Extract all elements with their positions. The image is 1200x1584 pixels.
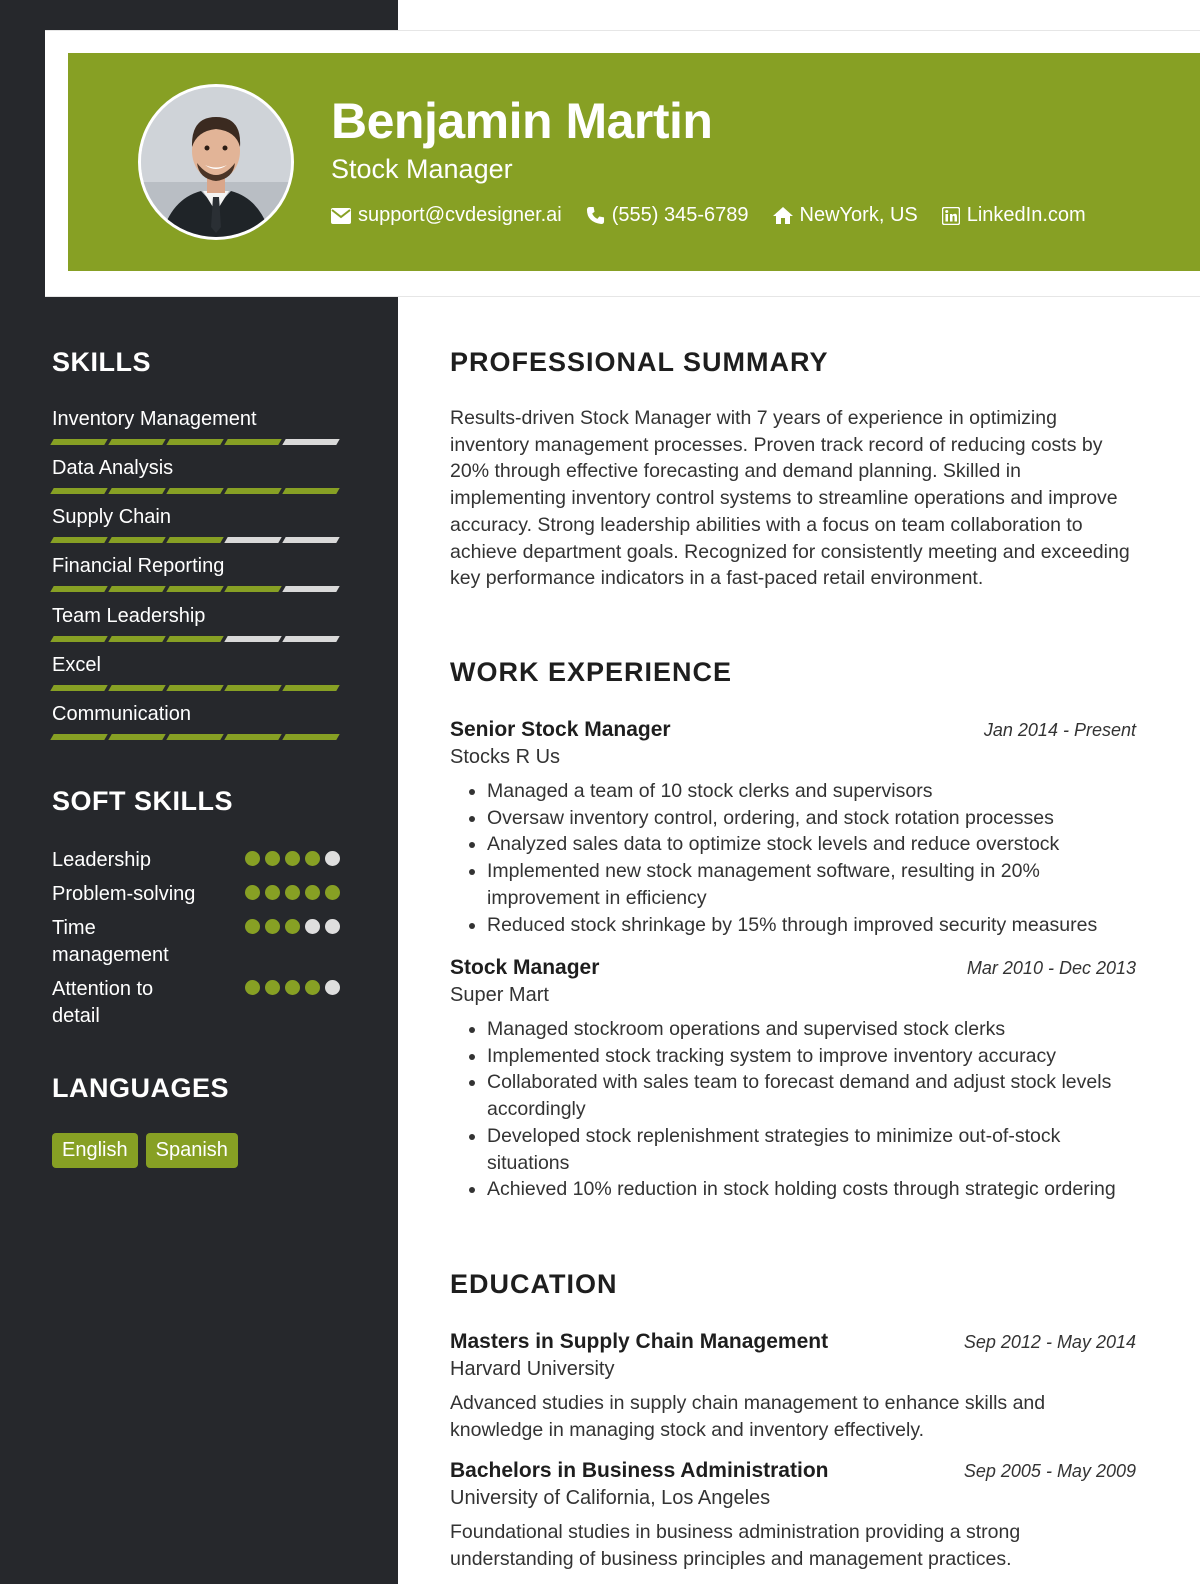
rating-dot-filled xyxy=(265,919,280,934)
education-header xyxy=(450,1459,1136,1485)
skill-item xyxy=(52,407,347,445)
language-badge: Spanish xyxy=(146,1133,238,1168)
soft-skill-item xyxy=(52,915,347,969)
education-dates: Sep 2012 - May 2014 xyxy=(963,1332,1136,1352)
skill-segment-filled xyxy=(224,685,281,691)
linkedin-icon xyxy=(942,207,960,225)
skill-segment-filled xyxy=(166,439,223,445)
job-dates: Mar 2010 - Dec 2013 xyxy=(966,958,1136,978)
skill-segment-empty xyxy=(224,636,281,642)
skill-level-bar xyxy=(52,439,347,445)
contact-linkedin-text: LinkedIn.com xyxy=(966,204,1086,226)
home-icon xyxy=(773,207,793,224)
skill-segment-filled xyxy=(224,586,281,592)
skill-label: Supply Chain xyxy=(52,506,171,528)
job-title: Stock Manager xyxy=(450,956,600,979)
rating-dot-filled xyxy=(245,919,260,934)
rating-dot-empty xyxy=(325,851,340,866)
skill-segment-filled xyxy=(108,488,165,494)
education-dates: Sep 2005 - May 2009 xyxy=(963,1461,1136,1481)
school-name: Harvard University xyxy=(450,1358,615,1380)
job-bullets xyxy=(450,1016,1136,1203)
degree-title: Masters in Supply Chain Management xyxy=(450,1330,829,1353)
experience-heading: WORK EXPERIENCE xyxy=(450,657,733,687)
skill-segment-filled xyxy=(50,537,107,543)
summary-text: Results-driven Stock Manager with 7 years of experience in optimizing inventory management processes. Proven track record of reducing costs by 20% through effective forecasting and demand planning. Skilled in implementing inventory control systems to streamline operations and improve accuracy. Strong leadership abilities with a focus on team collaboration to achieve department goals. Recognized for consistently meeting and exceeding key performance indicators in a fast-paced retail environment. xyxy=(450,407,1130,590)
job-bullet: • Reduced stock shrinkage by 15% through improved security measures xyxy=(487,912,1136,939)
soft-skill-dots xyxy=(245,851,345,866)
education-entry xyxy=(450,1330,1136,1443)
rating-dot-filled xyxy=(285,851,300,866)
skill-item xyxy=(52,505,347,543)
skill-segment-filled xyxy=(50,685,107,691)
skill-segment-filled xyxy=(224,439,281,445)
education-heading: EDUCATION xyxy=(450,1269,618,1299)
skills-heading: SKILLS xyxy=(52,347,152,377)
soft-skill-dots xyxy=(245,919,345,934)
language-badge: English xyxy=(52,1133,138,1168)
contact-linkedin[interactable] xyxy=(942,204,1086,227)
rating-dot-filled xyxy=(265,980,280,995)
skill-label: Team Leadership xyxy=(52,605,206,627)
rating-dot-filled xyxy=(305,885,320,900)
skill-level-bar xyxy=(52,636,347,642)
skill-segment-filled xyxy=(108,734,165,740)
skill-segment-filled xyxy=(224,488,281,494)
job-bullet: • Developed stock replenishment strategies to minimize out-of-stock situations xyxy=(487,1123,1136,1176)
skill-segment-filled xyxy=(166,685,223,691)
skill-label: Excel xyxy=(52,654,101,676)
job-company: Super Mart xyxy=(450,984,549,1006)
job-header xyxy=(450,718,1136,744)
soft-skill-label: Attention to detail xyxy=(52,978,154,1027)
contact-phone-text: (555) 345-6789 xyxy=(611,204,749,226)
skill-segment-filled xyxy=(166,586,223,592)
skill-segment-filled xyxy=(50,488,107,494)
rating-dot-filled xyxy=(285,885,300,900)
contact-email-text: support@cvdesigner.ai xyxy=(358,204,562,226)
skill-segment-empty xyxy=(282,636,339,642)
job-entry xyxy=(450,956,1136,1203)
soft-skill-label: Problem-solving xyxy=(52,883,196,905)
skill-item xyxy=(52,456,347,494)
rating-dot-filled xyxy=(245,980,260,995)
rating-dot-filled xyxy=(305,980,320,995)
skill-segment-filled xyxy=(108,636,165,642)
skill-item xyxy=(52,702,347,740)
contact-location xyxy=(773,204,918,227)
job-bullet: • Analyzed sales data to optimize stock levels and reduce overstock xyxy=(487,831,1136,858)
job-bullet: • Implemented new stock management software, resulting in 20% improvement in efficiency xyxy=(487,858,1136,911)
soft-skill-item xyxy=(52,847,347,874)
summary-heading: PROFESSIONAL SUMMARY xyxy=(450,347,829,377)
rating-dot-empty xyxy=(325,919,340,934)
soft-skill-item xyxy=(52,976,347,1030)
skill-level-bar xyxy=(52,685,347,691)
skill-segment-empty xyxy=(282,537,339,543)
skill-label: Inventory Management xyxy=(52,408,257,430)
profile-photo xyxy=(141,87,291,237)
skill-segment-filled xyxy=(166,488,223,494)
skill-segment-filled xyxy=(166,537,223,543)
skill-segment-filled xyxy=(224,734,281,740)
job-bullet: • Managed a team of 10 stock clerks and supervisors xyxy=(487,778,1136,805)
skill-item xyxy=(52,604,347,642)
job-company: Stocks R Us xyxy=(450,746,561,768)
soft-skill-label: Time management xyxy=(52,917,169,966)
job-bullet: • Implemented stock tracking system to improve inventory accuracy xyxy=(487,1043,1136,1070)
skill-segment-filled xyxy=(50,636,107,642)
rating-dot-filled xyxy=(245,885,260,900)
skill-segment-empty xyxy=(224,537,281,543)
skill-segment-filled xyxy=(108,685,165,691)
school-name: University of California, Los Angeles xyxy=(450,1487,771,1509)
rating-dot-filled xyxy=(265,851,280,866)
skill-item xyxy=(52,653,347,691)
soft-skills-heading: SOFT SKILLS xyxy=(52,786,233,816)
contact-bar xyxy=(331,204,1110,227)
job-role: Stock Manager xyxy=(331,154,513,184)
skill-segment-filled xyxy=(282,734,339,740)
language-list xyxy=(52,1133,246,1168)
rating-dot-filled xyxy=(285,919,300,934)
job-bullet: • Collaborated with sales team to forecast demand and adjust stock levels accordingly xyxy=(487,1069,1136,1122)
skill-segment-filled xyxy=(108,586,165,592)
skill-level-bar xyxy=(52,586,347,592)
skill-segment-filled xyxy=(50,586,107,592)
skill-segment-filled xyxy=(166,636,223,642)
education-description: Foundational studies in business administration providing a strong understanding of business principles and management practices. xyxy=(450,1521,1021,1570)
skill-item xyxy=(52,554,347,592)
job-bullet: • Managed stockroom operations and supervised stock clerks xyxy=(487,1016,1136,1043)
rating-dot-filled xyxy=(305,851,320,866)
rating-dot-filled xyxy=(285,980,300,995)
rating-dot-filled xyxy=(265,885,280,900)
job-bullet: • Oversaw inventory control, ordering, and stock rotation processes xyxy=(487,805,1136,832)
skill-segment-filled xyxy=(108,537,165,543)
skill-label: Communication xyxy=(52,703,191,725)
skill-segment-empty xyxy=(282,586,339,592)
candidate-name: Benjamin Martin xyxy=(331,93,713,149)
avatar xyxy=(138,84,294,240)
job-dates: Jan 2014 - Present xyxy=(983,720,1136,740)
rating-dot-empty xyxy=(305,919,320,934)
education-description: Advanced studies in supply chain management to enhance skills and knowledge in managing stock and inventory effectively. xyxy=(450,1392,1046,1441)
contact-phone[interactable] xyxy=(586,204,749,227)
soft-skill-dots xyxy=(245,885,345,900)
skill-segment-empty xyxy=(282,439,339,445)
contact-email[interactable] xyxy=(331,204,562,227)
skill-level-bar xyxy=(52,734,347,740)
envelope-icon xyxy=(331,208,351,224)
degree-title: Bachelors in Business Administration xyxy=(450,1459,829,1482)
skill-label: Financial Reporting xyxy=(52,555,225,577)
soft-skill-dots xyxy=(245,980,345,995)
languages-heading: LANGUAGES xyxy=(52,1073,230,1103)
skill-level-bar xyxy=(52,488,347,494)
contact-location-text: NewYork, US xyxy=(799,204,918,226)
soft-skill-item xyxy=(52,881,347,908)
phone-icon xyxy=(586,206,605,225)
skill-segment-filled xyxy=(108,439,165,445)
job-bullet: • Achieved 10% reduction in stock holding costs through strategic ordering xyxy=(487,1176,1136,1203)
job-header xyxy=(450,956,1136,982)
job-entry xyxy=(450,718,1136,938)
skill-level-bar xyxy=(52,537,347,543)
education-header xyxy=(450,1330,1136,1356)
education-entry xyxy=(450,1459,1136,1572)
skill-label: Data Analysis xyxy=(52,457,174,479)
skill-segment-filled xyxy=(282,488,339,494)
skill-segment-filled xyxy=(282,685,339,691)
skill-segment-filled xyxy=(166,734,223,740)
skill-segment-filled xyxy=(50,734,107,740)
rating-dot-filled xyxy=(325,885,340,900)
soft-skill-label: Leadership xyxy=(52,849,151,871)
job-bullets xyxy=(450,778,1136,938)
rating-dot-filled xyxy=(245,851,260,866)
rating-dot-empty xyxy=(325,980,340,995)
job-title: Senior Stock Manager xyxy=(450,718,671,741)
skill-segment-filled xyxy=(50,439,107,445)
